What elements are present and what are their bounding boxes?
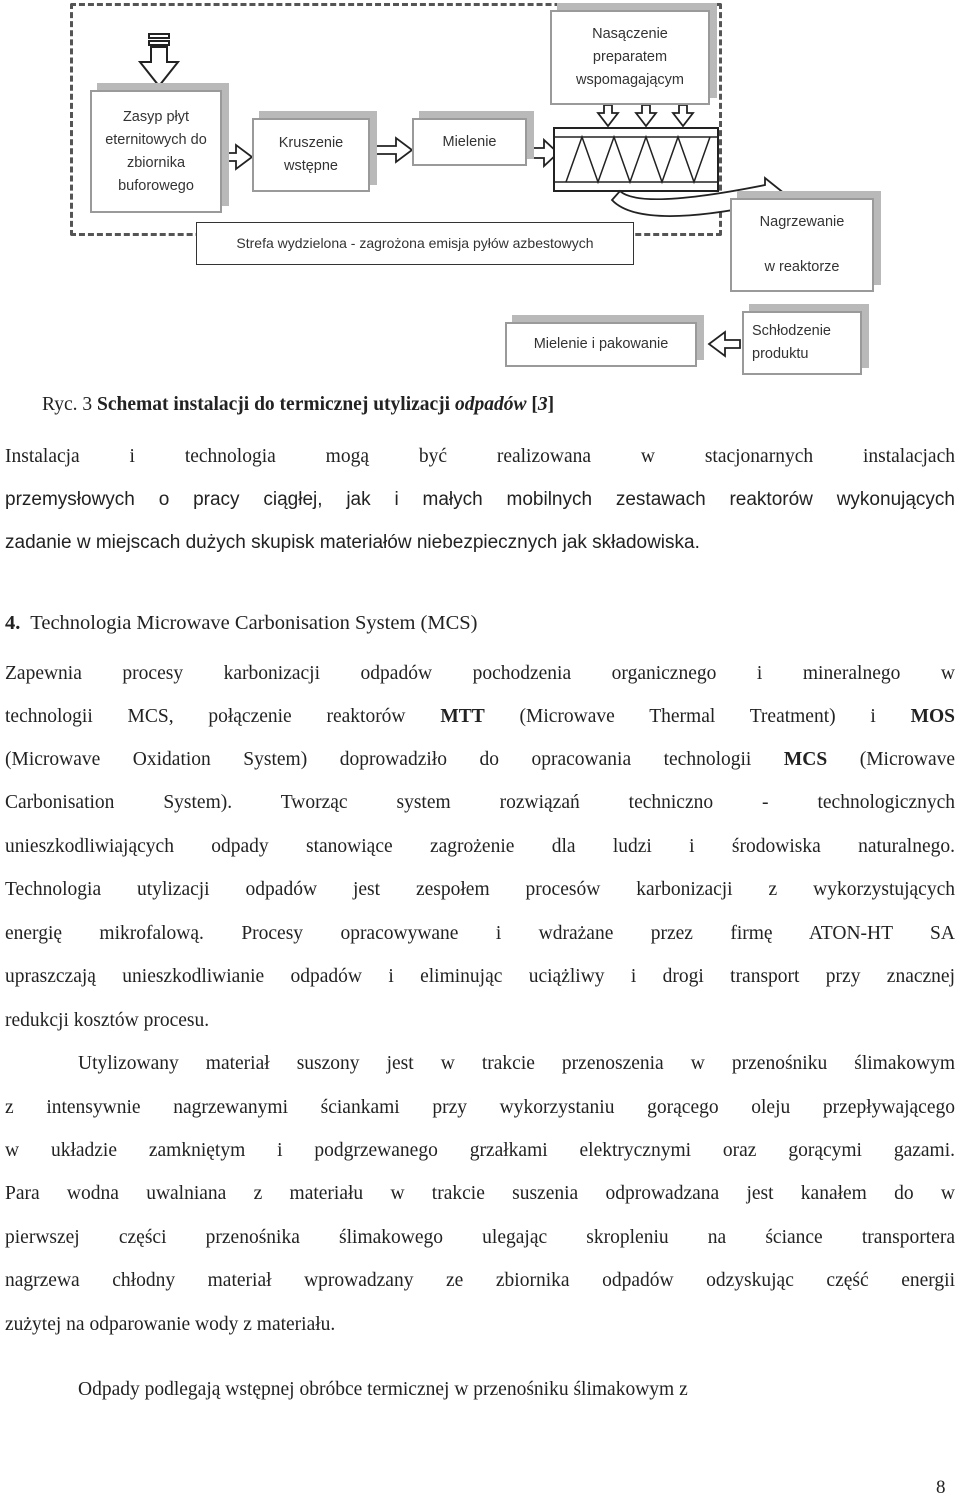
paragraph-2-line-7: energię mikrofalową. Procesy opracowywane i wdrażane przez firmę ATON-HT SA	[5, 923, 955, 944]
paragraph-2-line-8: upraszczają unieszkodliwianie odpadów i eliminując uciążliwy i drogi transport przy znacznej	[5, 966, 955, 987]
impregnation-box: Nasączenie preparatem wspomagającym	[550, 10, 710, 105]
crushing-box: Kruszenie wstępne	[252, 118, 370, 192]
paragraph-1-line-1: Instalacja i technologia mogą być realizowana w stacjonarnych instalacjach	[5, 446, 955, 467]
cooling-box: Schłodzenie produktu	[742, 311, 862, 375]
paragraph-2-line-5: unieszkodliwiających odpady stanowiące zagrożenie dla ludzi i środowiska naturalnego.	[5, 836, 955, 857]
paragraph-2-line-1: Zapewnia procesy karbonizacji odpadów pochodzenia organicznego i mineralnego w	[5, 663, 955, 684]
hazard-zone-label: Strefa wydzielona - zagrożona emisja pyłów azbestowych	[196, 222, 634, 265]
section-heading: 4. Technologia Microwave Carbonisation System (MCS)	[5, 612, 478, 634]
milling-box: Mielenie	[412, 118, 527, 166]
paragraph-2-line-2: technologii MCS, połączenie reaktorów MTT (Microwave Thermal Treatment) i MOS	[5, 706, 956, 727]
paragraph-4-line-1: Odpady podlegają wstępnej obróbce termicznej w przenośniku ślimakowym z	[78, 1379, 688, 1400]
intake-arrow-icon	[140, 34, 178, 86]
paragraph-2-line-9: redukcji kosztów procesu.	[5, 1010, 210, 1031]
paragraph-3-line-2: z intensywnie nagrzewanymi ściankami przy wykorzystaniu gorącego oleju przepływającego	[5, 1097, 955, 1118]
paragraph-1-line-2: przemysłowych o pracy ciągłej, jak i małych mobilnych zestawach reaktorów wykonujących	[5, 489, 955, 510]
paragraph-3-line-7: zużytej na odparowanie wody z materiału.	[5, 1314, 336, 1335]
packing-box: Mielenie i pakowanie	[505, 322, 697, 367]
paragraph-3-line-6: nagrzewa chłodny materiał wprowadzany ze zbiornika odpadów odzyskując część energii	[5, 1270, 955, 1291]
paragraph-3-line-4: Para wodna uwalniana z materiału w trakcie suszenia odprowadzana jest kanałem do w	[5, 1183, 955, 1204]
paragraph-3-line-5: pierwszej części przenośnika ślimakowego ulegając skropleniu na ściance transportera	[5, 1227, 955, 1248]
arrow-right-icon	[374, 138, 412, 162]
paragraph-3-line-1: Utylizowany materiał suszony jest w trakcie przenoszenia w przenośniku ślimakowym	[78, 1053, 955, 1074]
paragraph-3-line-3: w układzie zamkniętym i podgrzewanego grzałkami elektrycznymi oraz gorącymi gazami.	[5, 1140, 955, 1161]
figure-caption: Ryc. 3 Schemat instalacji do termicznej utylizacji odpadów [3]	[42, 394, 555, 415]
paragraph-2-line-6: Technologia utylizacji odpadów jest zespołem procesów karbonizacji z wykorzystujących	[5, 879, 955, 900]
page-number: 8	[936, 1477, 946, 1498]
arrow-left-icon	[709, 332, 740, 356]
impregnation-arrows	[598, 105, 693, 126]
heating-box: Nagrzewanie w reaktorze	[730, 198, 874, 292]
paragraph-1-line-3: zadanie w miejscach dużych skupisk materiałów niebezpiecznych jak składowiska.	[5, 532, 700, 553]
paragraph-2-line-3: (Microwave Oxidation System) doprowadziło do opracowania technologii MCS (Microwave	[5, 749, 956, 770]
process-diagram	[0, 0, 960, 390]
screw-conveyor	[554, 128, 718, 191]
intake-box: Zasyp płyt eternitowych do zbiornika buforowego	[90, 90, 222, 213]
paragraph-2-line-4: Carbonisation System). Tworząc system rozwiązań techniczno - technologicznych	[5, 792, 955, 813]
arrow-right-icon	[221, 145, 252, 169]
